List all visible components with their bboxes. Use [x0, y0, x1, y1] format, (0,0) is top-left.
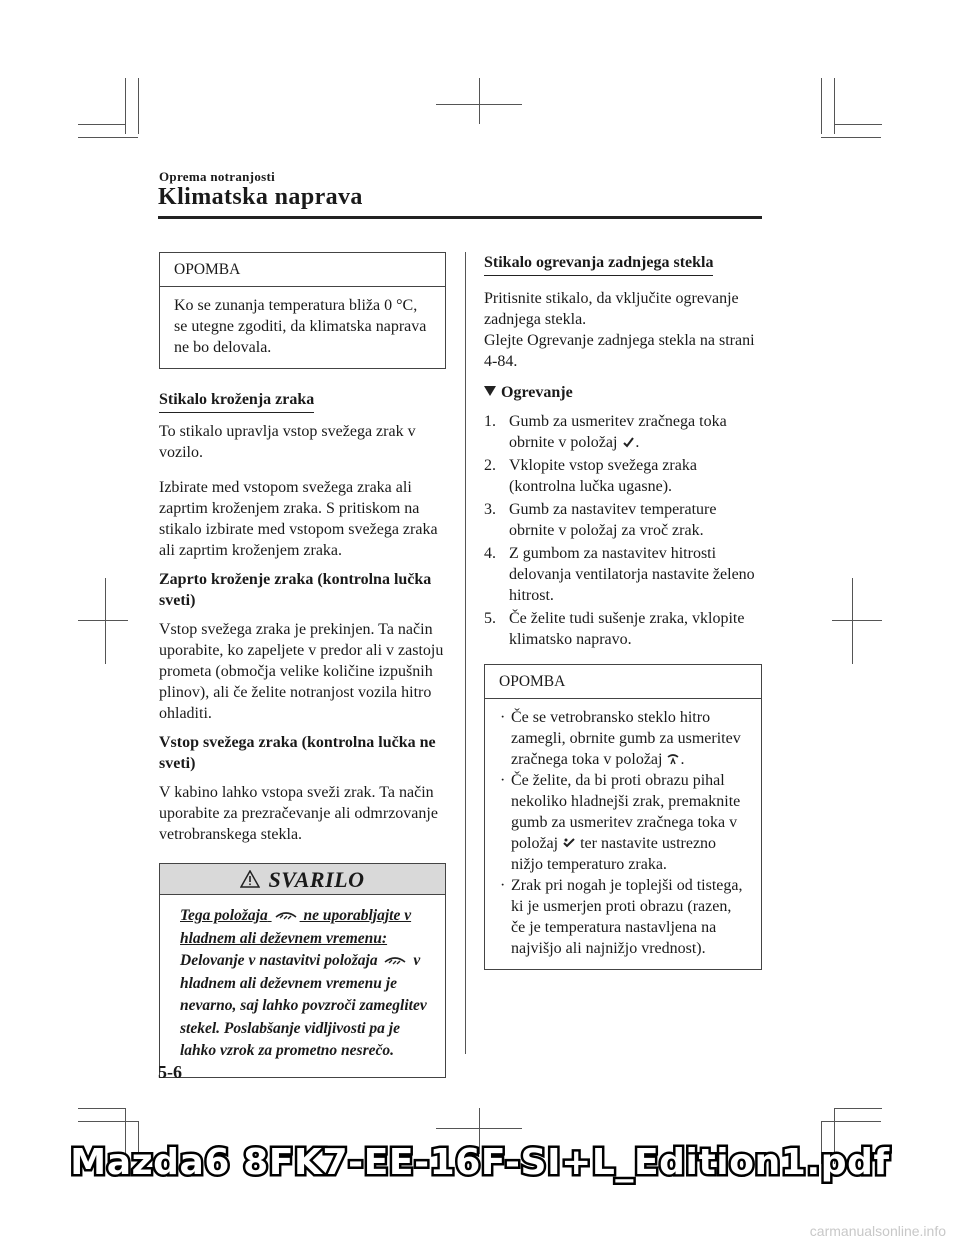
closed-mode-text: Vstop svežega zraka je prekinjen. Ta način uporabite, ko zapeljete v predor ali v zastoju prometa (območja velike količine izpušnih plinov), ali če želite notranjost vozila hitro ohladiti. — [159, 621, 444, 722]
page-number: 5-6 — [158, 1062, 182, 1082]
fresh-mode-text: V kabino lahko vstopa sveži zrak. Ta način uporabite za prezračevanje ali odmrzovanje vetrobranskega stekla. — [159, 784, 438, 843]
crop-mark — [834, 78, 835, 134]
note-box — [159, 252, 446, 369]
crop-mark — [436, 1128, 522, 1129]
list-item: 1. Gumb za usmeritev zračnega toka obrnite v položaj . — [484, 413, 727, 451]
note-bullets — [499, 707, 747, 959]
crop-mark — [78, 124, 126, 125]
note-box — [484, 664, 762, 970]
warning-line1-a: Tega položaja — [180, 907, 268, 924]
paragraph: To stikalo upravlja vstop svežega zrak v vozilo. — [159, 423, 416, 461]
heating-steps — [484, 411, 762, 650]
crop-mark — [78, 1108, 126, 1109]
face-vent-icon — [622, 436, 634, 448]
paragraph: Glejte Ogrevanje zadnjega stekla na strani 4-84. — [484, 332, 755, 370]
paragraph: Pritisnite stikalo, da vključite ogrevanje zadnjega stekla. — [484, 290, 739, 328]
face-vent-icon — [563, 837, 575, 849]
warning-line1-b: ne uporabljajte v hladnem ali deževnem vremenu: — [180, 907, 412, 947]
crop-mark — [832, 620, 882, 621]
note-body — [485, 699, 761, 969]
warning-line2-b: v hladnem ali deževnem vremenu je nevarno, saj lahko povzroči zameglitev stekel. Poslabšanje vidljivosti pa je lahko vzrok za prometno nesrečo. — [180, 952, 427, 1059]
defrost-mode-icon — [667, 753, 679, 765]
list-item: 2. Vklopite vstop svežega zraka (kontrolna lučka ugasne). — [484, 457, 697, 495]
warning-triangle-icon — [240, 870, 260, 888]
section-label: Oprema notranjosti — [159, 169, 276, 184]
note-heading: OPOMBA — [485, 665, 761, 699]
watermark: carmanualsonline.info — [809, 1223, 946, 1239]
list-item: 3. Gumb za nastavitev temperature obrnite v položaj za vroč zrak. — [484, 501, 717, 539]
warning-heading — [160, 864, 445, 895]
crop-mark — [78, 620, 128, 621]
rear-defroster-heading: Stikalo ogrevanja zadnjega stekla — [484, 252, 713, 276]
right-column — [484, 252, 762, 970]
list-item: · Če se vetrobransko steklo hitro zamegli, obrnite gumb za usmeritev zračnega toka v položaj . — [500, 709, 741, 768]
crop-mark — [105, 578, 106, 664]
closed-mode-heading: Zaprto kroženje zraka (kontrolna lučka sveti) — [159, 571, 432, 609]
crop-mark — [125, 78, 126, 134]
crop-mark — [78, 1121, 138, 1122]
fresh-mode-heading: Vstop svežega zraka (kontrolna lučka ne sveti) — [159, 734, 436, 772]
column-divider — [465, 252, 466, 1054]
note-heading: OPOMBA — [160, 253, 445, 287]
section-triangle-icon — [484, 386, 496, 396]
crop-mark — [852, 578, 853, 664]
warning-heading-text: SVARILO — [268, 867, 365, 892]
crop-mark — [821, 1121, 881, 1122]
crop-mark — [834, 1108, 882, 1109]
warning-line2-a: Delovanje v nastavitvi položaja — [180, 952, 378, 969]
left-column — [159, 252, 446, 1078]
note-text: Ko se zunanja temperatura bliža 0 °C, se utegne zgoditi, da klimatska naprava ne bo delovala. — [174, 297, 427, 356]
warning-box — [159, 863, 446, 1078]
crop-mark — [436, 104, 522, 105]
paragraph: Izbirate med vstopom svežega zraka ali zaprtim kroženjem zraka. S pritiskom na stikalo izbirate med vstopom svežega zraka ali zaprtim kroženjem zraka. — [159, 479, 438, 559]
list-item: · Če želite, da bi proti obrazu pihal nekoliko hladnejši zrak, premaknite gumb za usmeritev zračnega toka v položaj ter nastavite ustrezno nižjo temperaturo zraka. — [500, 772, 741, 873]
crop-mark — [821, 78, 822, 134]
warning-text — [160, 895, 445, 1077]
windshield-face-mode-icon — [274, 909, 298, 921]
crop-mark — [821, 137, 881, 138]
page-title: Klimatska naprava — [158, 184, 363, 210]
heating-heading-text: Ogrevanje — [501, 384, 573, 401]
windshield-face-mode-icon — [383, 954, 407, 966]
heating-heading — [484, 382, 762, 403]
recirculation-heading: Stikalo kroženja zraka — [159, 389, 314, 413]
list-item: 4. Z gumbom za nastavitev hitrosti delovanja ventilatorja nastavite želeno hitrost. — [484, 545, 755, 604]
list-item: 5. Če želite tudi sušenje zraka, vklopite klimatsko napravo. — [484, 610, 745, 648]
crop-mark — [834, 124, 882, 125]
crop-mark — [138, 78, 139, 134]
file-name-banner: Mazda6 8FK7-EE-16F-SI+L_Edition1.pdf — [70, 1142, 890, 1183]
crop-mark — [78, 137, 138, 138]
title-rule — [158, 216, 762, 219]
crop-mark — [479, 78, 480, 124]
list-item: · Zrak pri nogah je toplejši od tistega, ki je usmerjen proti obrazu (razen, če je temperatura nastavljena na najvišjo ali najnižjo vrednost). — [500, 877, 743, 957]
